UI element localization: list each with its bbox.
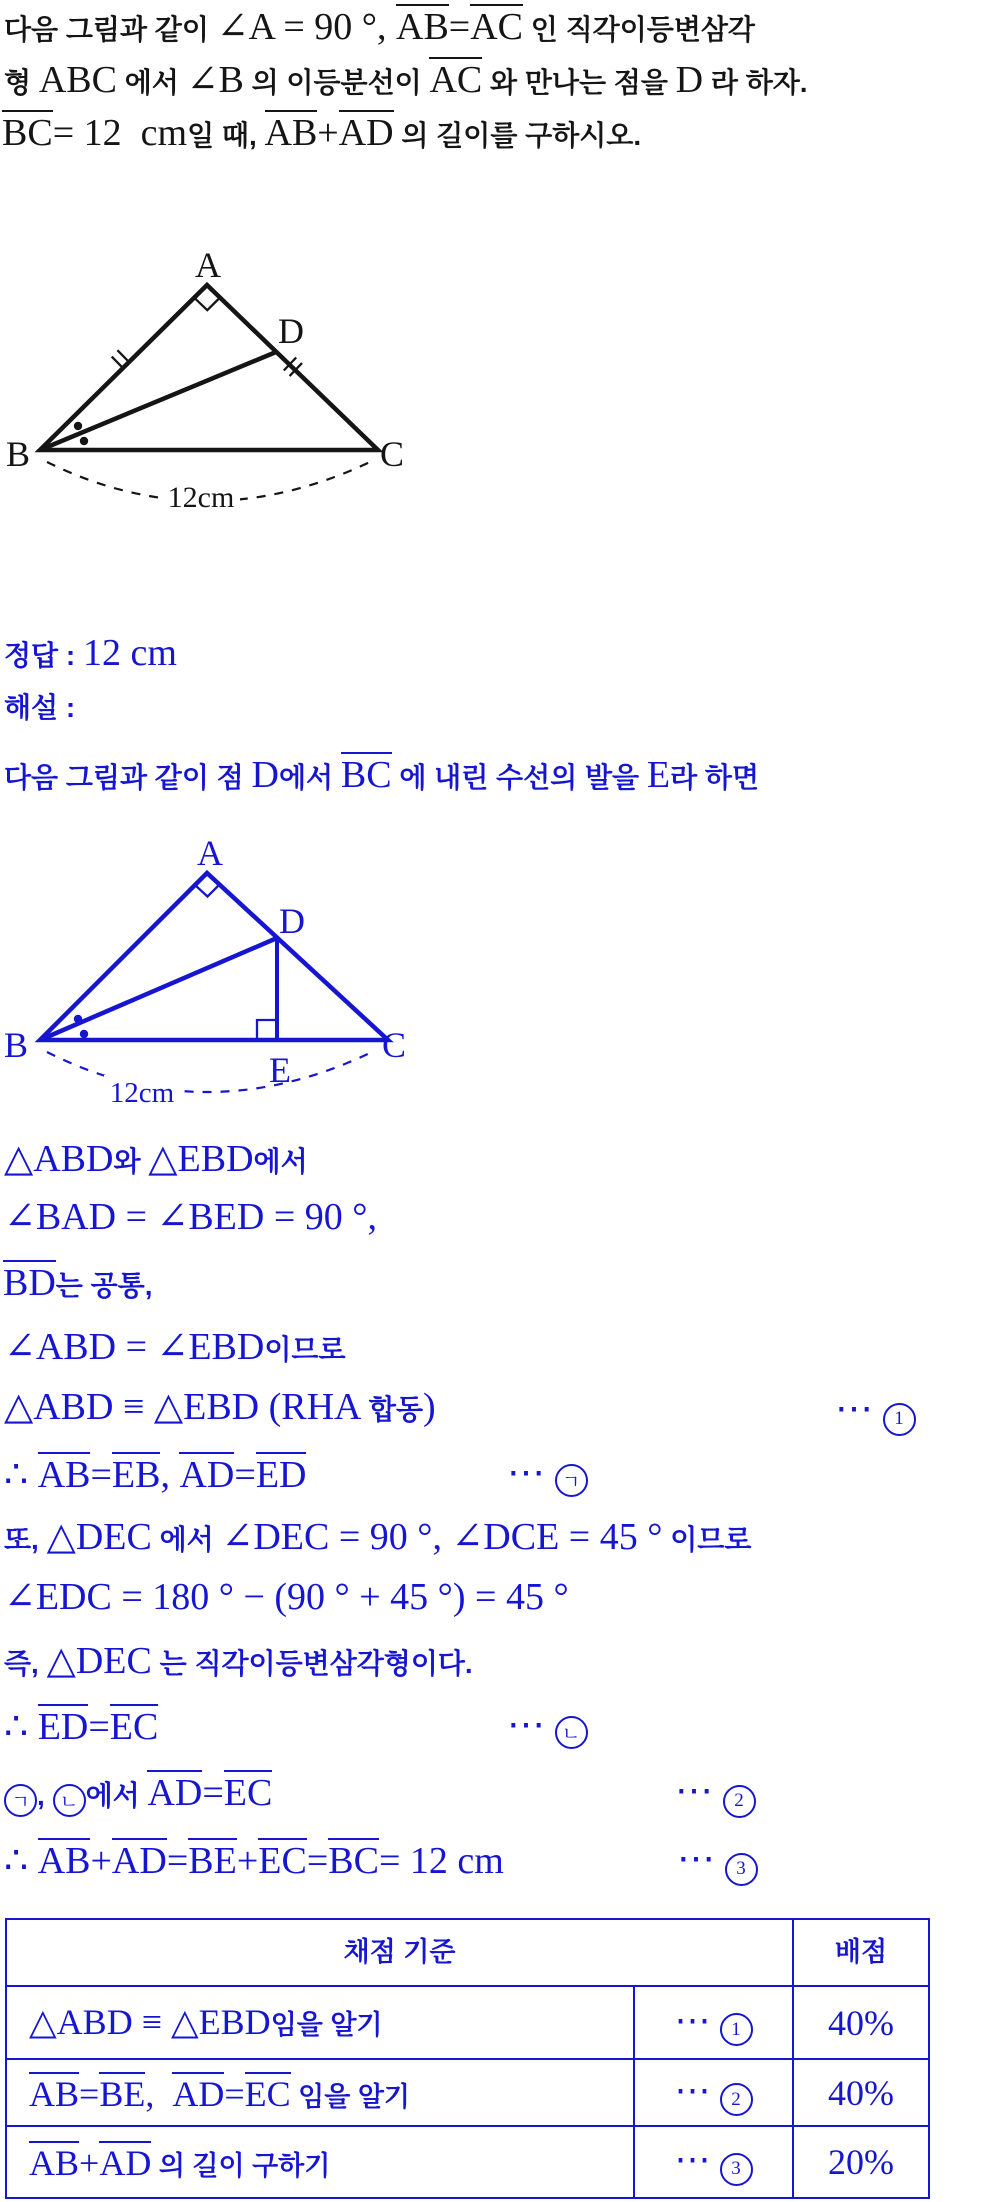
problem-line-2: 형 ABC 에서 ∠B 의 이등분선이 AC 와 만나는 점을 D 라 하자. [4, 59, 808, 101]
right-angle-mark-e [257, 1020, 277, 1040]
solution-line-6-main: ∴ AB=EB, AD=ED [4, 1454, 307, 1496]
foot-label-e: E [269, 1050, 291, 1090]
bisector-bd [40, 938, 277, 1040]
right-angle-mark-a [194, 298, 220, 311]
points-cell-3: 20% [793, 2126, 929, 2198]
solution-line-9: 즉, △DEC 는 직각이등변삼각형이다. [4, 1640, 473, 1682]
criteria-cell-2: AB=BE, AD=EC 임을 알기 [6, 2059, 634, 2126]
triangle-abc [40, 873, 388, 1040]
solution-line-10 [4, 1704, 581, 1748]
grading-table [5, 1918, 930, 2199]
problem-line-1: 다음 그림과 같이 ∠A = 90 ° , AB = AC 인 직각이등변삼각 [4, 6, 755, 48]
table-header-criteria: 채점 기준 [6, 1919, 793, 1986]
solution-line-8: ∠EDC = 180 ° − (90 ° + 45 °) = 45 ° [4, 1576, 569, 1618]
vertex-label-b: B [5, 434, 31, 474]
figure-solution-triangle [0, 830, 430, 1130]
solution-line-4: ∠ABD = ∠EBD 이므로 [4, 1326, 346, 1368]
bisector-bd [40, 352, 276, 450]
solution-line-5-main: △ABD ≡ △EBD (RHA 합동) [4, 1386, 436, 1428]
points-cell-1: 40% [793, 1986, 929, 2059]
table-row-2 [6, 2059, 929, 2126]
vertex-label-c: C [381, 1025, 407, 1065]
table-header-row [6, 1919, 929, 1986]
vertex-label-c: C [379, 434, 405, 474]
solution-line-12-main: ∴ AB+AD=BE+EC=BC= 12 cm [4, 1840, 504, 1882]
solution-ref-1: ⋯ 1 [835, 1390, 916, 1433]
solution-line-2: ∠BAD = ∠BED = 90 °, [4, 1196, 377, 1238]
solution-line-6 [4, 1452, 581, 1496]
length-arc-bc [47, 1052, 372, 1092]
length-label: 12cm [167, 481, 235, 510]
length-label: 12cm [109, 1077, 175, 1109]
vertex-label-d: D [278, 311, 304, 351]
solution-line-10-main: ∴ ED=EC [4, 1706, 159, 1748]
solution-ref-kiyeok: ⋯ ㄱ [507, 1454, 588, 1494]
explanation-intro: 다음 그림과 같이 점 D 에서 BC 에 내린 수선의 발을 E 라 하면 [4, 754, 760, 796]
table-row-3 [6, 2126, 929, 2198]
ref-cell-2: ⋯ 2 [634, 2059, 793, 2126]
solution-ref-2: ⋯ 2 [675, 1772, 756, 1815]
right-angle-mark-a [195, 885, 220, 897]
ref-cell-1: ⋯ 1 [634, 1986, 793, 2059]
solution-line-7: 또, △DEC 에서 ∠DEC = 90 °, ∠DCE = 45 ° 이므로 [4, 1516, 752, 1558]
vertex-label-a: A [195, 245, 221, 285]
table-header-points: 배점 [793, 1919, 929, 1986]
solution-ref-nieun: ⋯ ㄴ [507, 1706, 588, 1746]
vertex-label-b: B [3, 1025, 29, 1065]
solution-line-1: △ABD 와 △EBD 에서 [4, 1138, 308, 1180]
problem-line-3: BC = 12 cm 일 때, AB + AD 의 길이를 구하시오. [2, 112, 642, 154]
ref-cell-3: ⋯ 3 [634, 2126, 793, 2198]
vertex-label-d: D [279, 901, 305, 941]
points-cell-2: 40% [793, 2059, 929, 2126]
solution-line-3: BD 는 공통, [3, 1262, 153, 1304]
criteria-cell-3: AB+AD 의 길이 구하기 [6, 2126, 634, 2198]
figure-problem-triangle [0, 165, 430, 510]
vertex-label-a: A [197, 833, 223, 873]
table-row-1 [6, 1986, 929, 2059]
solution-line-5 [4, 1386, 904, 1430]
criteria-cell-1: △ABD ≡ △EBD임을 알기 [6, 1986, 634, 2059]
solution-line-11-main: ㄱ , ㄴ 에서 AD=EC [4, 1770, 272, 1814]
answer-line: 정답 : 12 cm [4, 632, 177, 674]
solution-ref-3: ⋯ 3 [677, 1840, 758, 1883]
solution-line-11 [4, 1770, 744, 1814]
explanation-label: 해설 : [4, 692, 76, 723]
solution-line-12 [4, 1838, 746, 1882]
